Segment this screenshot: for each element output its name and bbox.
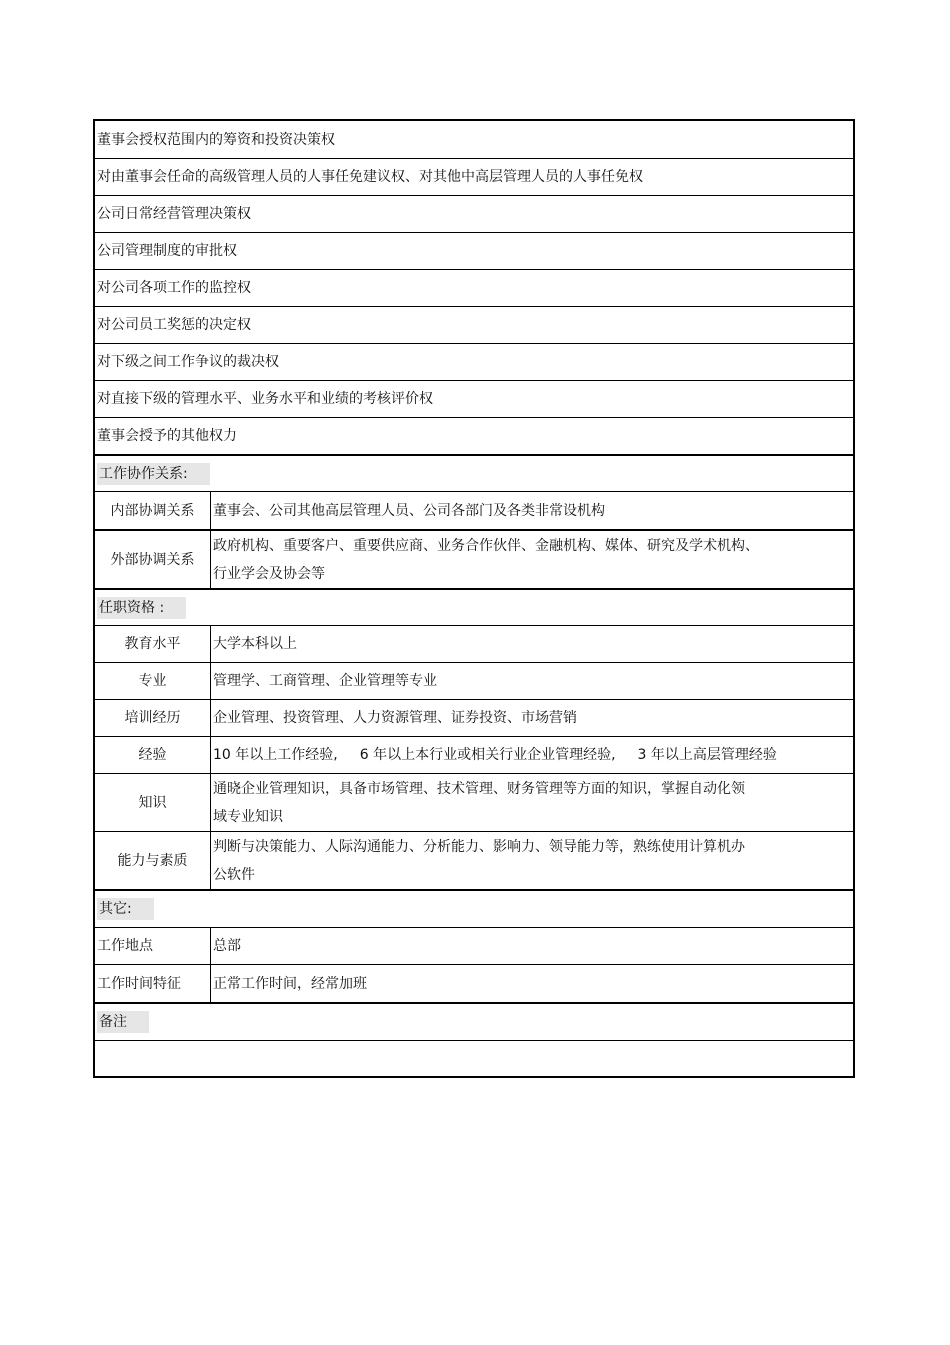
knowledge-value xyxy=(211,774,853,831)
external-coordination-line: 政府机构、重要客户、重要供应商、业务合作伙伴、金融机构、媒体、研究及学术机构、 xyxy=(213,537,759,554)
power-text: 对由董事会任命的高级管理人员的人事任免建议权、对其他中高层管理人员的人事任免权 xyxy=(97,169,643,185)
ability-line: 公软件 xyxy=(213,866,255,883)
power-row xyxy=(95,158,853,195)
power-text: 董事会授予的其他权力 xyxy=(97,428,237,444)
knowledge-row xyxy=(95,773,853,831)
training-value: 企业管理、投资管理、人力资源管理、证券投资、市场营销 xyxy=(213,710,577,726)
power-row xyxy=(95,306,853,343)
power-row xyxy=(95,195,853,232)
location-value: 总部 xyxy=(213,938,241,954)
power-row xyxy=(95,343,853,380)
internal-coordination-value: 董事会、公司其他高层管理人员、公司各部门及各类非常设机构 xyxy=(213,502,605,519)
job-description-table xyxy=(93,119,855,1078)
work-time-value: 正常工作时间，经常加班 xyxy=(213,975,367,992)
major-row xyxy=(95,662,853,699)
major-label: 专业 xyxy=(95,663,211,699)
remarks-content xyxy=(95,1041,853,1076)
other-section-header xyxy=(95,889,853,927)
power-text: 对公司各项工作的监控权 xyxy=(97,280,251,296)
internal-coordination-label: 内部协调关系 xyxy=(95,492,211,529)
work-time-label: 工作时间特征 xyxy=(95,965,211,1002)
education-row xyxy=(95,625,853,662)
training-label: 培训经历 xyxy=(95,700,211,736)
external-coordination-label: 外部协调关系 xyxy=(95,531,211,588)
experience-row xyxy=(95,736,853,773)
power-text: 公司管理制度的审批权 xyxy=(97,243,237,259)
cooperation-section-header xyxy=(95,454,853,491)
external-coordination-line: 行业学会及协会等 xyxy=(213,565,325,582)
training-row xyxy=(95,699,853,736)
knowledge-label: 知识 xyxy=(95,774,211,831)
ability-label: 能力与素质 xyxy=(95,832,211,889)
experience-value xyxy=(211,737,853,773)
location-row xyxy=(95,927,853,964)
experience-part: 6 年以上本行业或相关行业企业管理经验, xyxy=(359,747,616,763)
remarks-title: 备注 xyxy=(97,1011,149,1033)
power-text: 董事会授权范围内的筹资和投资决策权 xyxy=(97,131,335,148)
other-title: 其它: xyxy=(97,898,154,920)
ability-line: 判断与决策能力、人际沟通能力、分析能力、影响力、领导能力等，熟练使用计算机办 xyxy=(213,838,745,855)
power-row xyxy=(95,269,853,306)
education-label: 教育水平 xyxy=(95,626,211,662)
experience-label: 经验 xyxy=(95,737,211,773)
ability-row xyxy=(95,831,853,889)
qualification-section-header xyxy=(95,588,853,625)
qualification-title: 任职资格 : xyxy=(97,597,186,619)
power-text: 对下级之间工作争议的裁决权 xyxy=(97,354,279,370)
external-coordination-value xyxy=(211,531,853,588)
experience-part: 10 年以上工作经验, xyxy=(213,747,338,763)
power-row xyxy=(95,121,853,158)
knowledge-line: 通晓企业管理知识，具备市场管理、技术管理、财务管理等方面的知识，掌握自动化领 xyxy=(213,780,745,797)
internal-coordination-row xyxy=(95,491,853,529)
major-value: 管理学、工商管理、企业管理等专业 xyxy=(213,673,437,689)
power-text: 对公司员工奖惩的决定权 xyxy=(97,317,251,333)
remarks-content-row xyxy=(95,1040,853,1076)
cooperation-title: 工作协作关系: xyxy=(97,463,210,485)
power-row xyxy=(95,380,853,417)
external-coordination-row xyxy=(95,529,853,588)
experience-part: 3 年以上高层管理经验 xyxy=(637,747,777,763)
power-text: 公司日常经营管理决策权 xyxy=(97,206,251,222)
remarks-section-header xyxy=(95,1002,853,1040)
knowledge-line: 域专业知识 xyxy=(213,808,283,825)
power-text: 对直接下级的管理水平、业务水平和业绩的考核评价权 xyxy=(97,391,433,407)
power-row xyxy=(95,417,853,454)
work-time-row xyxy=(95,964,853,1002)
location-label: 工作地点 xyxy=(95,928,211,964)
power-row xyxy=(95,232,853,269)
ability-value xyxy=(211,832,853,889)
education-value: 大学本科以上 xyxy=(213,636,297,652)
